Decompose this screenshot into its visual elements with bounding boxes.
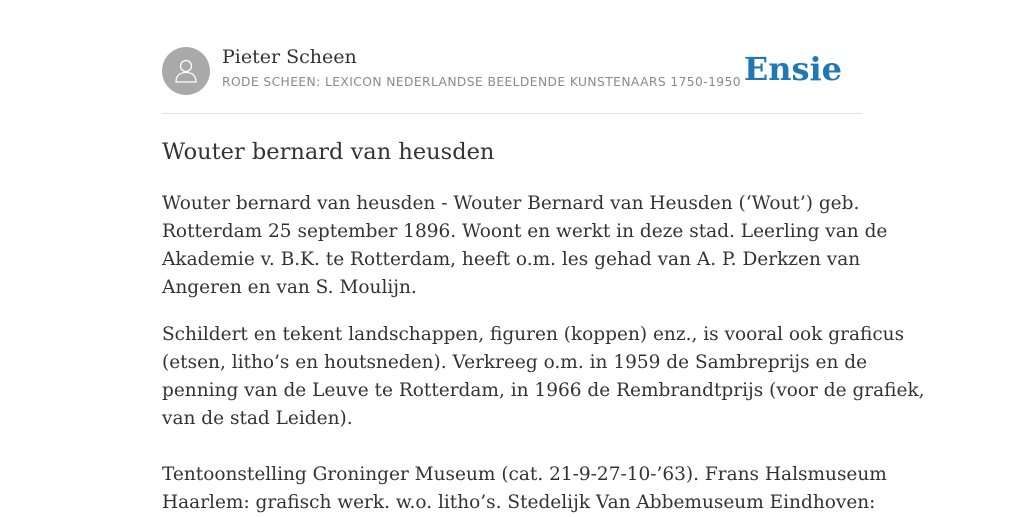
paragraph-line: penning van de Leuve te Rotterdam, in 1966 de Rembrandtprijs (voor de grafiek, bbox=[162, 380, 925, 401]
paragraph-line: Akademie v. B.K. te Rotterdam, heeft o.m. les gehad van A. P. Derkzen van bbox=[162, 249, 861, 270]
article-paragraph bbox=[162, 461, 887, 517]
paragraph-line: (etsen, litho’s en houtsneden). Verkreeg o.m. in 1959 de Sambreprijs en de bbox=[162, 352, 868, 373]
paragraph-line: Tentoonstelling Groninger Museum (cat. 21-9-27-10-’63). Frans Halsmuseum bbox=[162, 464, 887, 485]
article-page bbox=[162, 0, 925, 513]
paragraph-line: Rotterdam 25 september 1896. Woont en werkt in deze stad. Leerling van de bbox=[162, 221, 888, 242]
article-title: Wouter bernard van heusden bbox=[162, 139, 495, 165]
paragraph-line: Wouter bernard van heusden - Wouter Bernard van Heusden (‘Wout’) geb. bbox=[162, 193, 860, 214]
brand-logo[interactable]: Ensie bbox=[743, 50, 842, 88]
source-lexicon[interactable]: RODE SCHEEN: LEXICON NEDERLANDSE BEELDENDE KUNSTENAARS 1750-1950 bbox=[222, 75, 741, 89]
article-paragraph bbox=[162, 321, 925, 433]
paragraph-line: Haarlem: grafisch werk. w.o. litho’s. Stedelijk Van Abbemuseum Eindhoven: bbox=[162, 492, 876, 513]
paragraph-line: Angeren en van S. Moulijn. bbox=[162, 277, 417, 298]
paragraph-line: van de stad Leiden). bbox=[162, 408, 353, 429]
avatar[interactable] bbox=[162, 47, 210, 95]
article-paragraph bbox=[162, 190, 888, 302]
paragraph-line: Schildert en tekent landschappen, figuren (koppen) enz., is vooral ook graficus bbox=[162, 324, 905, 345]
article-header bbox=[162, 0, 862, 114]
author-name[interactable]: Pieter Scheen bbox=[222, 46, 357, 68]
user-icon bbox=[171, 56, 201, 86]
